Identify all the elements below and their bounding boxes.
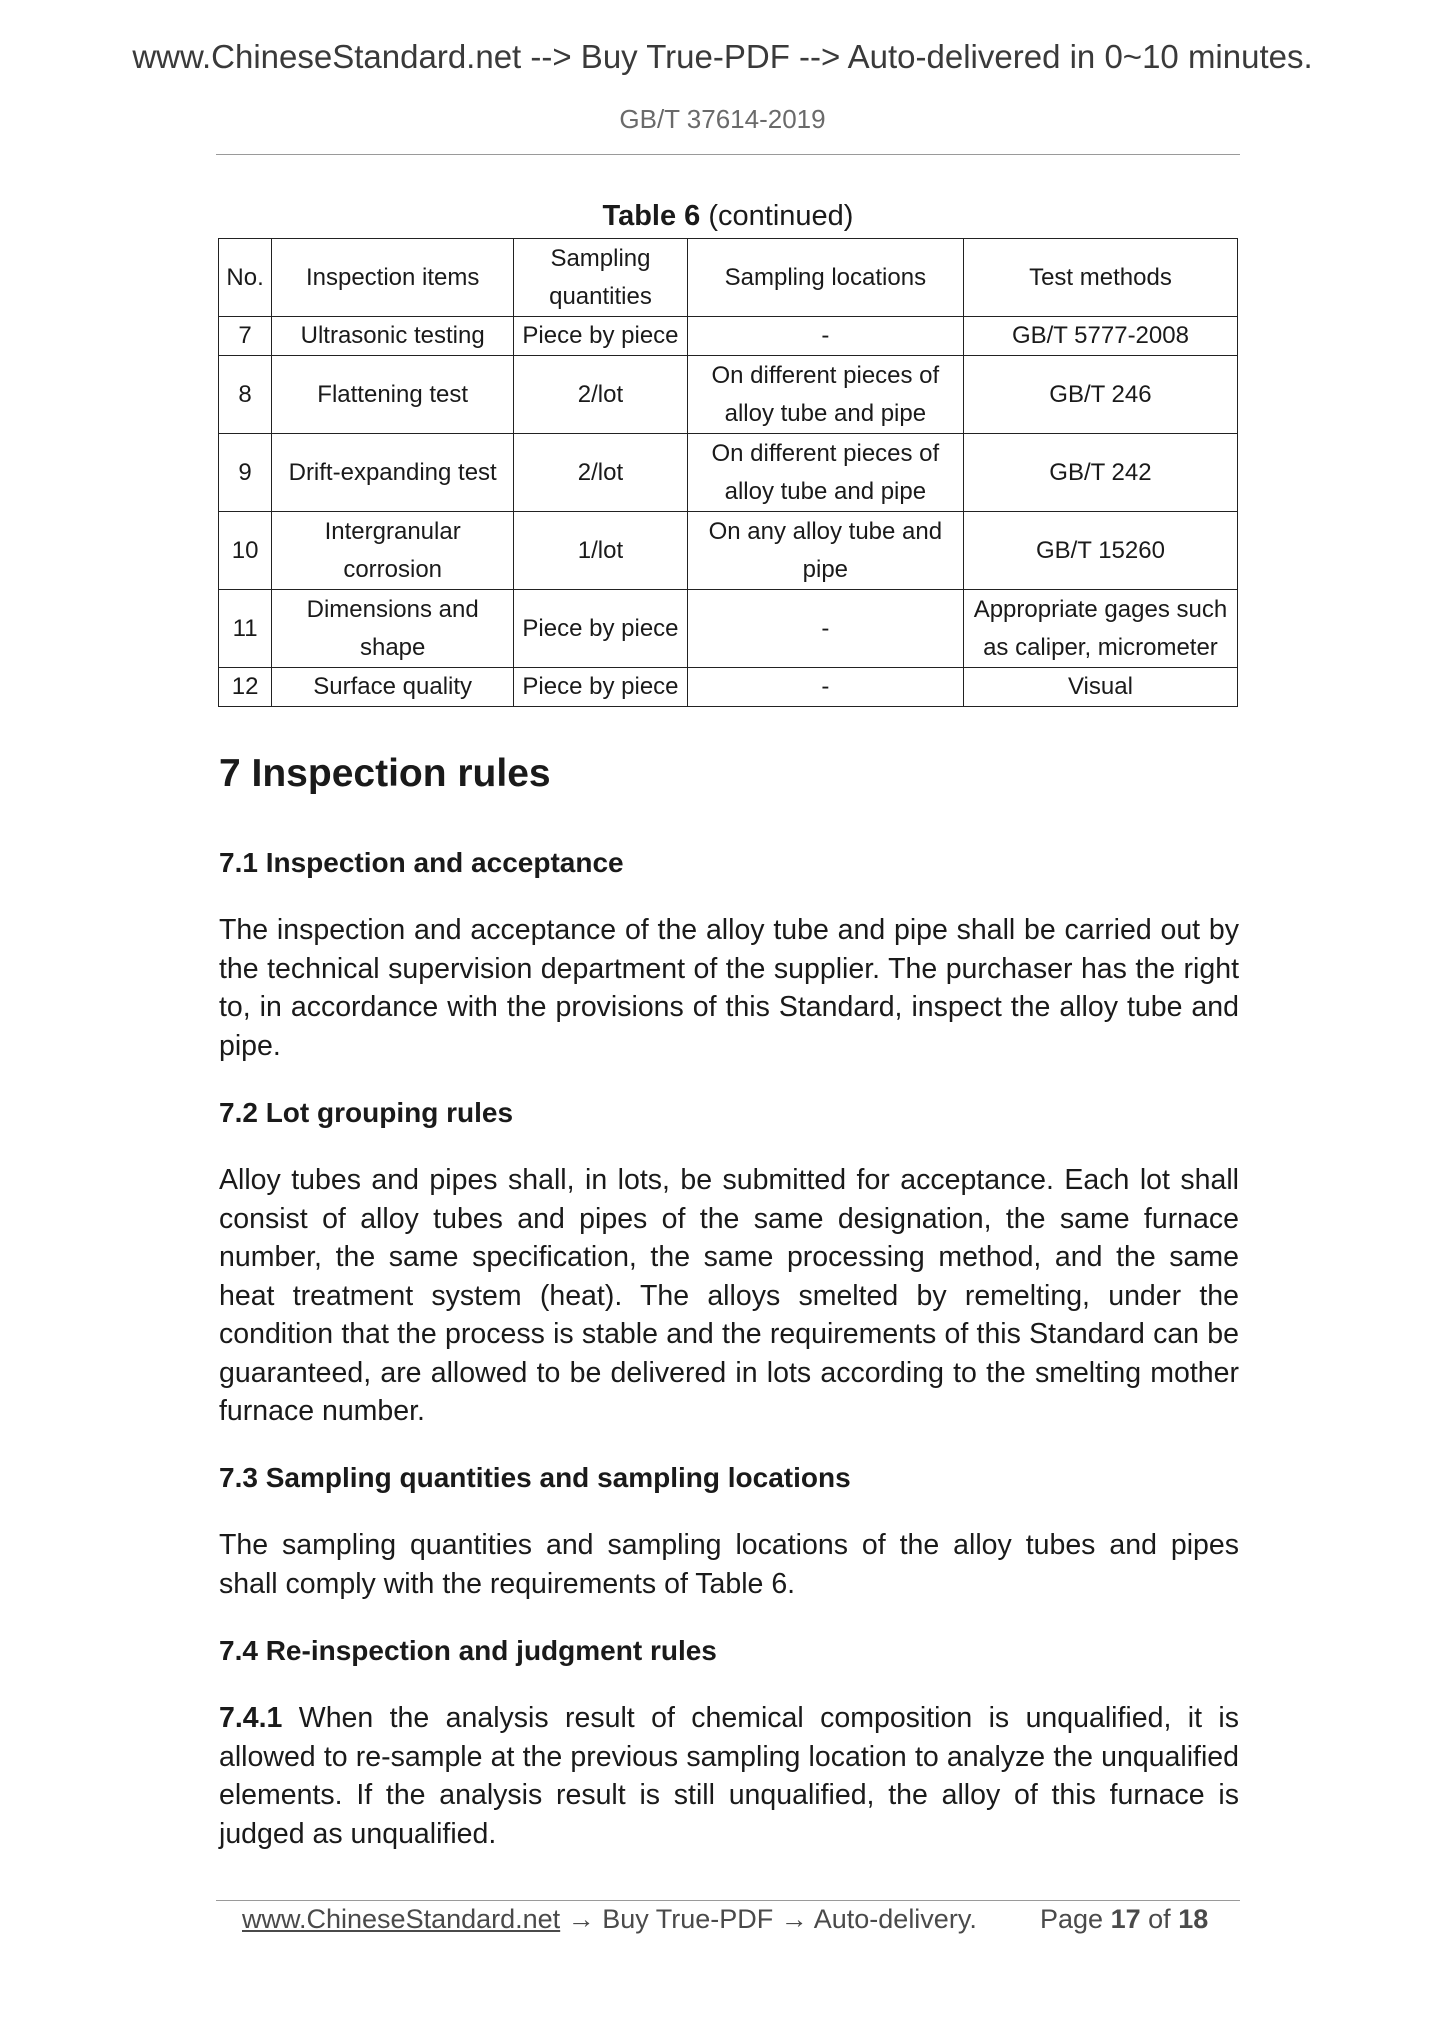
cell-location: - [687,590,963,668]
cell-item: Dimensions and shape [272,590,514,668]
cell-test-method: GB/T 242 [963,434,1237,512]
table-row [219,434,1238,512]
cell-item: Drift-expanding test [272,434,514,512]
cell-quantity: 1/lot [514,512,688,590]
cell-no: 11 [219,590,272,668]
cell-quantity: 2/lot [514,356,688,434]
table-caption [216,200,1240,233]
footer-text: → Buy True-PDF → Auto-delivery. [560,1904,977,1934]
cell-test-method: Appropriate gages such as caliper, micrometer [963,590,1237,668]
of-label: of [1148,1904,1171,1934]
cell-test-method: Visual [963,668,1237,707]
cell-no: 7 [219,317,272,356]
top-banner[interactable]: www.ChineseStandard.net --> Buy True-PDF --> Auto-delivered in 0~10 minutes. [132,38,1313,75]
cell-quantity: Piece by piece [514,590,688,668]
subsection-7-2-title: 7.2 Lot grouping rules [219,1097,514,1128]
cell-item: Ultrasonic testing [272,317,514,356]
cell-item: Flattening test [272,356,514,434]
cell-no: 12 [219,668,272,707]
cell-quantity: Piece by piece [514,668,688,707]
clause-text: When the analysis result of chemical composition is unqualified, it is allowed to re-sample at the previous sampling location to analyze the unqualified elements. If the analysis result is still unqualified, the alloy of this furnace is judged as unqualified. [219,1702,1239,1850]
cell-no: 10 [219,512,272,590]
header-test-methods: Test methods [963,239,1237,317]
subsection-7-4-title: 7.4 Re-inspection and judgment rules [219,1635,717,1666]
cell-quantity: Piece by piece [514,317,688,356]
inspection-table [218,238,1238,707]
header-divider [216,154,1240,155]
cell-test-method: GB/T 5777-2008 [963,317,1237,356]
cell-location: On different pieces of alloy tube and pipe [687,434,963,512]
page-indicator [1040,1904,1208,1935]
table-caption-suffix: (continued) [700,200,854,232]
subsection-7-4-1-text [219,1699,1239,1853]
footer-promo [242,1904,977,1935]
page-number: 17 [1110,1904,1141,1934]
subsection-7-2-text: Alloy tubes and pipes shall, in lots, be submitted for acceptance. Each lot shall consist of alloy tubes and pipes of the same designation, the same furnace number, the same specification, the same processing method, and the same heat treatment system (heat). The alloys smelted by remelting, under the condition that the process is stable and the requirements of this Standard can be guaranteed, are allowed to be delivered in lots according to the smelting mother furnace number. [219,1164,1239,1427]
subsection-7-1-text: The inspection and acceptance of the alloy tube and pipe shall be carried out by the technical supervision department of the supplier. The purchaser has the right to, in accordance with the provisions of this Standard, inspect the alloy tube and pipe. [219,914,1239,1062]
cell-quantity: 2/lot [514,434,688,512]
cell-location: - [687,668,963,707]
subsection-7-3-text: The sampling quantities and sampling locations of the alloy tubes and pipes shall comply with the requirements of Table 6. [219,1529,1239,1600]
table-row [219,668,1238,707]
cell-test-method: GB/T 15260 [963,512,1237,590]
page-total: 18 [1178,1904,1209,1934]
table-row [219,356,1238,434]
document-code: GB/T 37614-2019 [619,104,826,134]
table-row [219,317,1238,356]
table-caption-label: Table 6 [602,200,701,232]
header-sampling-locations: Sampling locations [687,239,963,317]
subsection-7-3-title: 7.3 Sampling quantities and sampling locations [219,1462,851,1493]
cell-location: On different pieces of alloy tube and pipe [687,356,963,434]
cell-item: Intergranular corrosion [272,512,514,590]
table-row [219,590,1238,668]
cell-item: Surface quality [272,668,514,707]
header-sampling-quantities: Sampling quantities [514,239,688,317]
header-no: No. [219,239,272,317]
table-header-row [219,239,1238,317]
clause-number: 7.4.1 [219,1702,283,1734]
cell-no: 9 [219,434,272,512]
cell-no: 8 [219,356,272,434]
cell-location: - [687,317,963,356]
header-inspection-items: Inspection items [272,239,514,317]
section-title: 7 Inspection rules [219,752,551,795]
page-label: Page [1040,1904,1104,1934]
table-row [219,512,1238,590]
cell-location: On any alloy tube and pipe [687,512,963,590]
subsection-7-1-title: 7.1 Inspection and acceptance [219,847,624,878]
cell-test-method: GB/T 246 [963,356,1237,434]
footer-link[interactable]: www.ChineseStandard.net [242,1904,561,1934]
footer-divider [216,1900,1240,1901]
